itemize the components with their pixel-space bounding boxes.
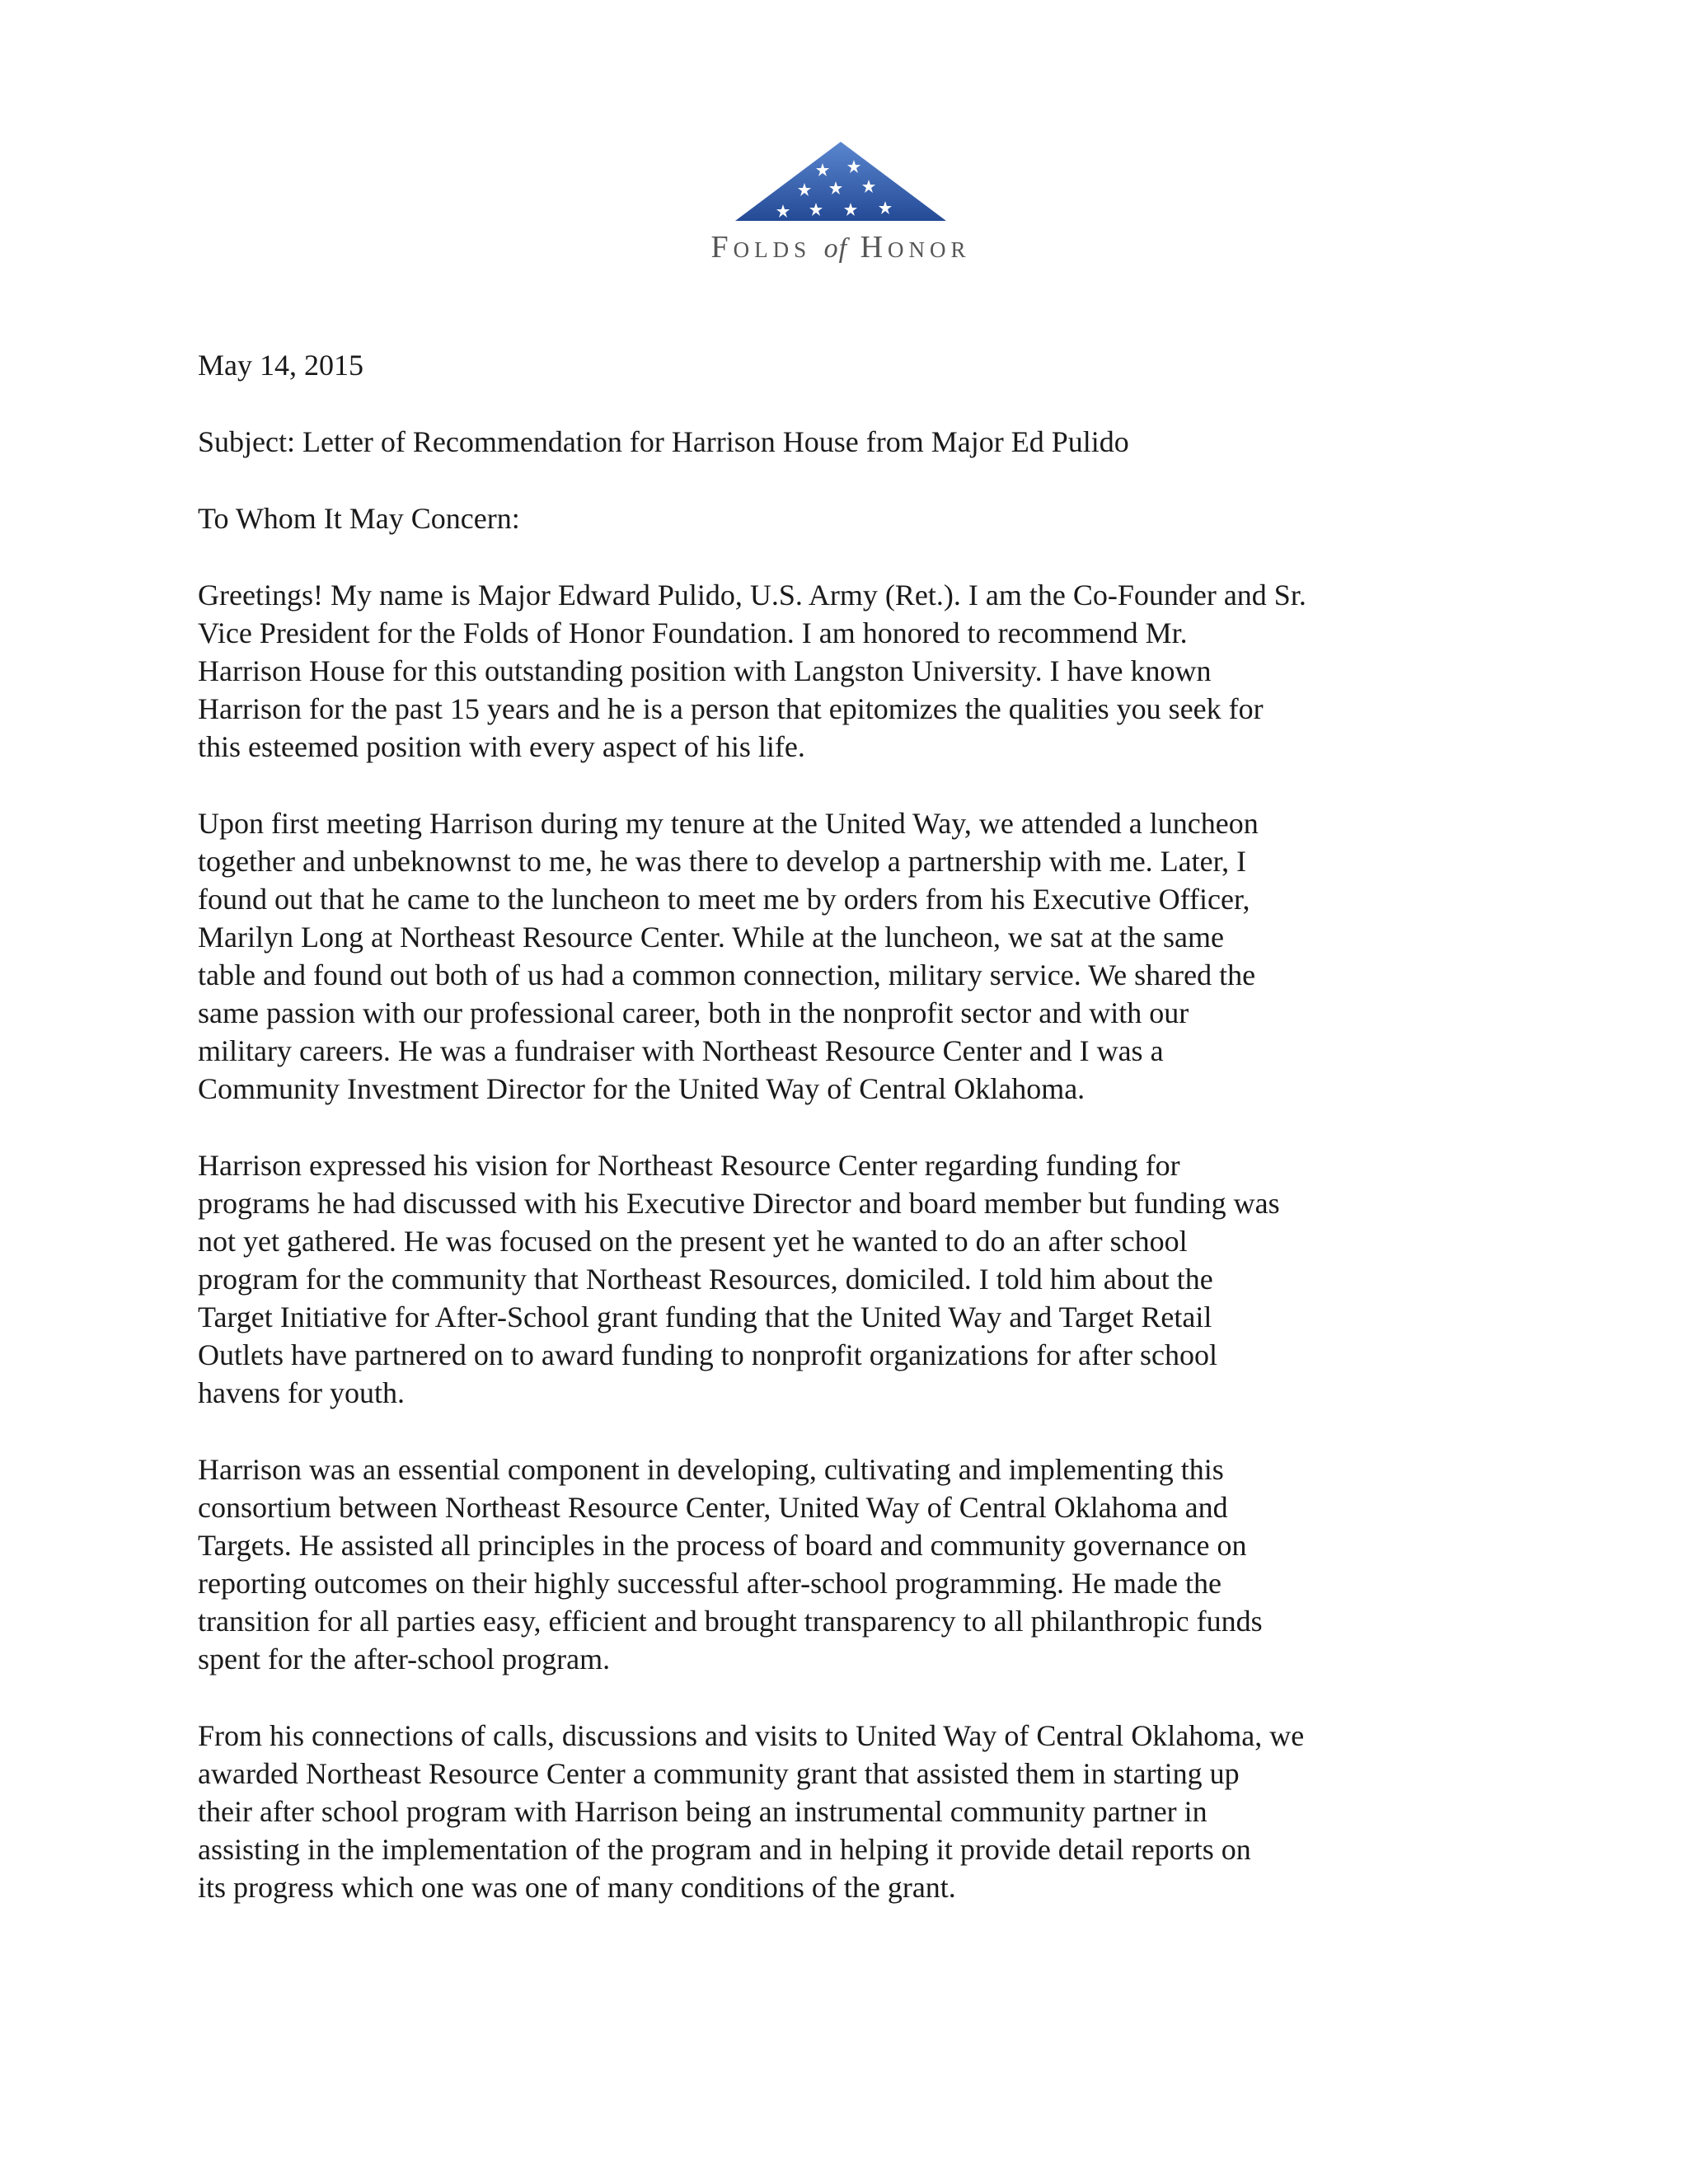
letter-date: May 14, 2015 bbox=[198, 349, 363, 382]
paragraph-introduction: Greetings! My name is Major Edward Pulido, U.S. Army (Ret.). I am the Co-Founder and Sr. Vice President for the Folds of Honor Foundation. I am honored to recommend Mr. Harrison House for this outstanding position with Langston University. I have known Harrison for the past 15 years and he is a person that epitomizes the qualities you seek for this esteemed position with every aspect of his life. bbox=[198, 579, 1306, 763]
paragraph-vision: Harrison expressed his vision for Northeast Resource Center regarding funding for programs he had discussed with his Executive Director and board member but funding was not yet gathered. He was focused on the present yet he wanted to do an after school program for the community that Northeast Resources, domiciled. I told him about the Target Initiative for After-School grant funding that the United Way and Target Retail Outlets have partnered on to award funding to nonprofit organizations for after school havens for youth. bbox=[198, 1149, 1280, 1409]
logo-wordmark: Folds of Honor bbox=[710, 230, 971, 265]
paragraph-grant: From his connections of calls, discussions and visits to United Way of Central Oklahoma, we awarded Northeast Resource Center a community grant that assisted them in starting up their after school program with Harrison being an instrumental community partner in assisting in the implementation of the program and in helping it provide detail reports on its progress which one was one of many conditions of the grant. bbox=[198, 1719, 1305, 1904]
folds-of-honor-logo bbox=[676, 140, 1014, 272]
paragraph-first-meeting: Upon first meeting Harrison during my tenure at the United Way, we attended a luncheon together and unbeknownst to me, he was there to develop a partnership with me. Later, I found out that he came to the luncheon to meet me by orders from his Executive Officer, Marilyn Long at Northeast Resource Center. While at the luncheon, we sat at the same table and found out both of us had a common connection, military service. We shared the same passion with our professional career, both in the nonprofit sector and with our military careers. He was a fundraiser with Northeast Resource Center and I was a Community Investment Director for the United Way of Central Oklahoma. bbox=[198, 807, 1259, 1105]
letter-body bbox=[198, 346, 1492, 1945]
paragraph-consortium: Harrison was an essential component in developing, cultivating and implementing this consortium between Northeast Resource Center, United Way of Central Oklahoma and Targets. He assisted all principles in the process of board and community governance on reporting outcomes on their highly successful after-school programming. He made the transition for all parties easy, efficient and brought transparency to all philanthropic funds spent for the after-school program. bbox=[198, 1453, 1263, 1675]
letter-subject: Subject: Letter of Recommendation for Harrison House from Major Ed Pulido bbox=[198, 425, 1129, 458]
letter-salutation: To Whom It May Concern: bbox=[198, 502, 520, 535]
folded-flag-icon bbox=[734, 140, 948, 223]
